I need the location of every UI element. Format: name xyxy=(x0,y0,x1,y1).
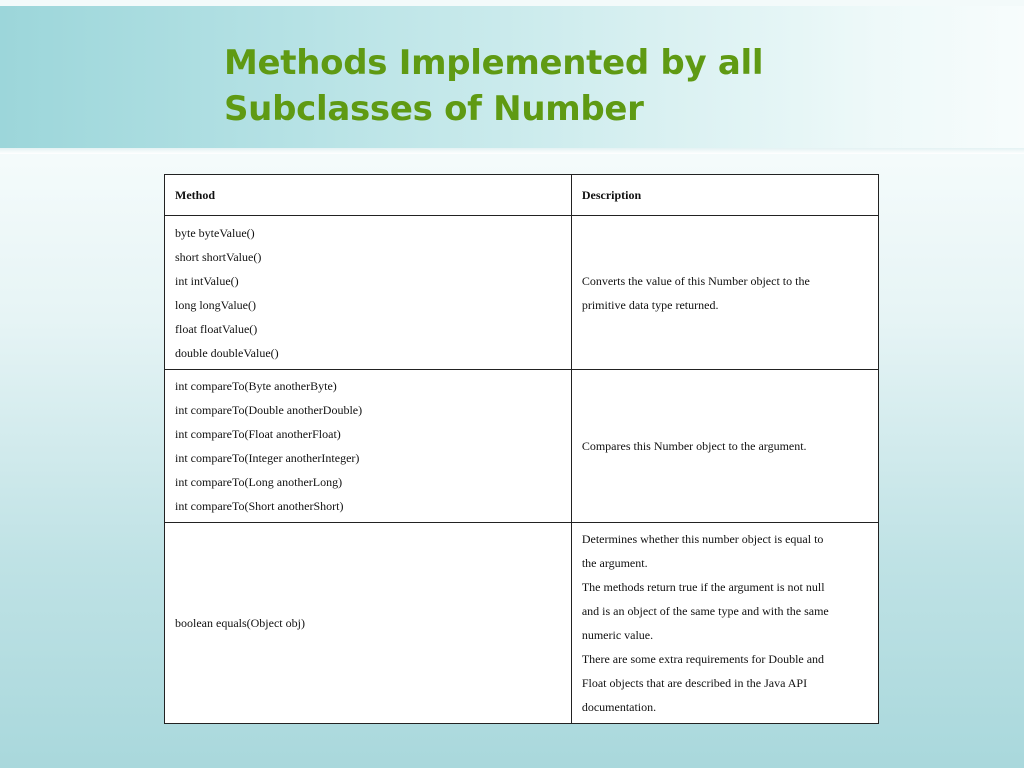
description-line: numeric value. xyxy=(581,628,654,642)
slide-title-line-2: Subclasses of Number xyxy=(224,89,644,129)
header-divider xyxy=(0,148,1024,154)
method-cell xyxy=(165,216,572,370)
header-description: Description xyxy=(571,175,878,216)
description-line: documentation. xyxy=(581,700,657,714)
method-line: short shortValue() xyxy=(175,249,262,264)
table-header-row xyxy=(165,175,879,216)
method-line: long longValue() xyxy=(175,297,256,312)
method-line: int compareTo(Double anotherDouble) xyxy=(175,403,363,417)
methods-table xyxy=(164,174,879,724)
description-cell xyxy=(571,370,878,523)
slide-title-line-1: Methods Implemented by all xyxy=(224,43,764,83)
header-top-edge xyxy=(0,0,1024,6)
header-method: Method xyxy=(165,175,572,216)
method-line: int compareTo(Float anotherFloat) xyxy=(175,427,341,441)
description-line: Converts the value of this Number object to the xyxy=(581,273,810,288)
method-line: byte byteValue() xyxy=(175,225,255,240)
method-line: int compareTo(Byte anotherByte) xyxy=(175,379,337,393)
method-line: int compareTo(Long anotherLong) xyxy=(175,475,343,489)
method-line: boolean equals(Object obj) xyxy=(175,616,305,630)
description-cell xyxy=(571,523,878,724)
description-line: Float objects that are described in the Java API xyxy=(581,676,808,690)
table-row xyxy=(165,370,879,523)
method-line: int compareTo(Integer anotherInteger) xyxy=(175,451,360,465)
description-line: primitive data type returned. xyxy=(581,297,719,312)
description-line: Determines whether this number object is equal to xyxy=(581,532,824,546)
method-cell xyxy=(165,370,572,523)
table-row xyxy=(165,216,879,370)
slide-title xyxy=(224,40,984,132)
method-line: double doubleValue() xyxy=(175,345,279,360)
description-cell xyxy=(571,216,878,370)
description-line: The methods return true if the argument is not null xyxy=(581,580,825,594)
description-line: the argument. xyxy=(581,556,648,570)
description-line: There are some extra requirements for Double and xyxy=(581,652,825,666)
method-cell xyxy=(165,523,572,724)
method-line: int compareTo(Short anotherShort) xyxy=(175,499,344,513)
method-line: int intValue() xyxy=(175,273,239,288)
table-row xyxy=(165,523,879,724)
description-line: and is an object of the same type and with the same xyxy=(581,604,829,618)
description-line: Compares this Number object to the argument. xyxy=(581,439,807,453)
method-line: float floatValue() xyxy=(175,321,258,336)
